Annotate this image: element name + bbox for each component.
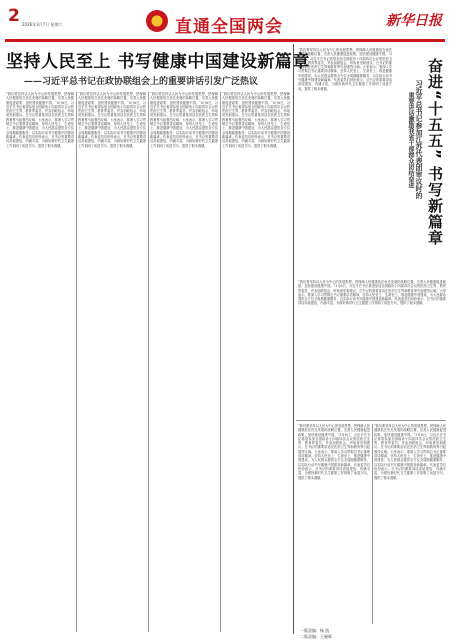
page-number: 2 bbox=[8, 6, 20, 26]
side-subheadline-2: 重要讲话激励我省干部群众团结奋进 bbox=[407, 92, 414, 188]
date-line: 2026年3月7日 星期六 bbox=[22, 22, 63, 27]
emblem-icon bbox=[146, 10, 168, 32]
side-subheadline-1: 习近平总书记参加江苏代表团审议时的 bbox=[415, 80, 424, 199]
side-column-2 bbox=[298, 280, 446, 410]
article-column-4 bbox=[222, 92, 290, 632]
side-column-1 bbox=[298, 48, 392, 278]
editor-line-1: 一版责编：杨 凯 bbox=[300, 628, 330, 633]
article-column-1 bbox=[6, 92, 74, 632]
article-text: “我们要坚持以人民为中心的发展思想，把保障人民健康放在优先发展的战略位置，完善人民健康促进政策，加快建设健康中国。”3月6日，习近平总书记看望参加全国政协十四届四次会议的医药卫生界、教育界委员，并参加联组会，听取意见和建议。总书记的重要讲话在医药卫生界和教育界引起强烈反响。大家表示，要深入学习贯彻总书记重要讲话精神，坚持人民至上、生命至上，推进健康中国建设，为人民群众提供全方位全周期健康服务，以实际行动书写健康中国建设新篇章。代表委员们纷纷表示，总书记的重要讲话高屋建瓴、内涵丰富，为做好新时代卫生健康工作指明了前进方向，提供了根本遵循。 bbox=[6, 92, 74, 148]
section-rule bbox=[296, 420, 446, 421]
article-text: “我们要坚持以人民为中心的发展思想，把保障人民健康放在优先发展的战略位置，完善人民健康促进政策，加快建设健康中国。”3月6日，习近平总书记看望参加全国政协十四届四次会议的医药卫生界、教育界委员，并参加联组会，听取意见和建议。总书记的重要讲话在医药卫生界和教育界引起强烈反响。大家表示，要深入学习贯彻总书记重要讲话精神，坚持人民至上、生命至上，推进健康中国建设，为人民群众提供全方位全周期健康服务，以实际行动书写健康中国建设新篇章。代表委员们纷纷表示，总书记的重要讲话高屋建瓴、内涵丰富，为做好新时代卫生健康工作指明了前进方向，提供了根本遵循。 bbox=[150, 92, 218, 148]
column-rule bbox=[372, 424, 373, 624]
side-column-4 bbox=[374, 424, 446, 624]
newspaper-logo: 新华日报 bbox=[386, 13, 442, 29]
side-headline-block bbox=[394, 52, 446, 276]
article-column-3 bbox=[150, 92, 218, 632]
side-text: “我们要坚持以人民为中心的发展思想，把保障人民健康放在优先发展的战略位置，完善人民健康促进政策，加快建设健康中国。”3月6日，习近平总书记看望参加全国政协十四届四次会议的医药卫生界、教育界委员，并参加联组会，听取意见和建议。总书记的重要讲话在医药卫生界和教育界引起强烈反响。大家表示，要深入学习贯彻总书记重要讲话精神，坚持人民至上、生命至上，推进健康中国建设，为人民群众提供全方位全周期健康服务，以实际行动书写健康中国建设新篇章。代表委员们纷纷表示，总书记的重要讲话高屋建瓴、内涵丰富，为做好新时代卫生健康工作指明了前进方向，提供了根本遵循。 bbox=[374, 424, 446, 480]
main-headline: 坚持人民至上 书写健康中国建设新篇章 bbox=[6, 52, 310, 72]
side-text: “我们要坚持以人民为中心的发展思想，把保障人民健康放在优先发展的战略位置，完善人民健康促进政策，加快建设健康中国。”3月6日，习近平总书记看望参加全国政协十四届四次会议的医药卫生界、教育界委员，并参加联组会，听取意见和建议。总书记的重要讲话在医药卫生界和教育界引起强烈反响。大家表示，要深入学习贯彻总书记重要讲话精神，坚持人民至上、生命至上，推进健康中国建设，为人民群众提供全方位全周期健康服务，以实际行动书写健康中国建设新篇章。代表委员们纷纷表示，总书记的重要讲话高屋建瓴、内涵丰富，为做好新时代卫生健康工作指明了前进方向，提供了根本遵循。 bbox=[298, 424, 370, 480]
side-column-3 bbox=[298, 424, 370, 624]
story-divider bbox=[293, 44, 294, 634]
article-text: “我们要坚持以人民为中心的发展思想，把保障人民健康放在优先发展的战略位置，完善人民健康促进政策，加快建设健康中国。”3月6日，习近平总书记看望参加全国政协十四届四次会议的医药卫生界、教育界委员，并参加联组会，听取意见和建议。总书记的重要讲话在医药卫生界和教育界引起强烈反响。大家表示，要深入学习贯彻总书记重要讲话精神，坚持人民至上、生命至上，推进健康中国建设，为人民群众提供全方位全周期健康服务，以实际行动书写健康中国建设新篇章。代表委员们纷纷表示，总书记的重要讲话高屋建瓴、内涵丰富，为做好新时代卫生健康工作指明了前进方向，提供了根本遵循。 bbox=[78, 92, 146, 148]
column-rule bbox=[148, 92, 149, 632]
column-rule bbox=[76, 92, 77, 632]
side-text: “我们要坚持以人民为中心的发展思想，把保障人民健康放在优先发展的战略位置，完善人民健康促进政策，加快建设健康中国。”3月6日，习近平总书记看望参加全国政协十四届四次会议的医药卫生界、教育界委员，并参加联组会，听取意见和建议。总书记的重要讲话在医药卫生界和教育界引起强烈反响。大家表示，要深入学习贯彻总书记重要讲话精神，坚持人民至上、生命至上，推进健康中国建设，为人民群众提供全方位全周期健康服务，以实际行动书写健康中国建设新篇章。代表委员们纷纷表示，总书记的重要讲话高屋建瓴、内涵丰富，为做好新时代卫生健康工作指明了前进方向，提供了根本遵循。 bbox=[298, 48, 392, 91]
article-text: “我们要坚持以人民为中心的发展思想，把保障人民健康放在优先发展的战略位置，完善人民健康促进政策，加快建设健康中国。”3月6日，习近平总书记看望参加全国政协十四届四次会议的医药卫生界、教育界委员，并参加联组会，听取意见和建议。总书记的重要讲话在医药卫生界和教育界引起强烈反响。大家表示，要深入学习贯彻总书记重要讲话精神，坚持人民至上、生命至上，推进健康中国建设，为人民群众提供全方位全周期健康服务，以实际行动书写健康中国建设新篇章。代表委员们纷纷表示，总书记的重要讲话高屋建瓴、内涵丰富，为做好新时代卫生健康工作指明了前进方向，提供了根本遵循。 bbox=[222, 92, 290, 148]
page-header bbox=[0, 0, 450, 38]
sub-headline: ——习近平总书记在政协联组会上的重要讲话引发广泛热议 bbox=[24, 77, 259, 87]
editor-credits bbox=[300, 628, 332, 640]
side-headline: 奋进“十五五” 书写新篇章 bbox=[426, 58, 444, 246]
section-title: 直通全国两会 bbox=[175, 17, 283, 37]
editor-line-2: 二版责编：王晓晖 bbox=[300, 634, 332, 639]
article-column-2 bbox=[78, 92, 146, 632]
side-text: “我们要坚持以人民为中心的发展思想，把保障人民健康放在优先发展的战略位置，完善人民健康促进政策，加快建设健康中国。”3月6日，习近平总书记看望参加全国政协十四届四次会议的医药卫生界、教育界委员，并参加联组会，听取意见和建议。总书记的重要讲话在医药卫生界和教育界引起强烈反响。大家表示，要深入学习贯彻总书记重要讲话精神，坚持人民至上、生命至上，推进健康中国建设，为人民群众提供全方位全周期健康服务，以实际行动书写健康中国建设新篇章。代表委员们纷纷表示，总书记的重要讲话高屋建瓴、内涵丰富，为做好新时代卫生健康工作指明了前进方向，提供了根本遵循。 bbox=[298, 280, 446, 306]
column-rule bbox=[220, 92, 221, 632]
header-divider bbox=[5, 39, 445, 42]
